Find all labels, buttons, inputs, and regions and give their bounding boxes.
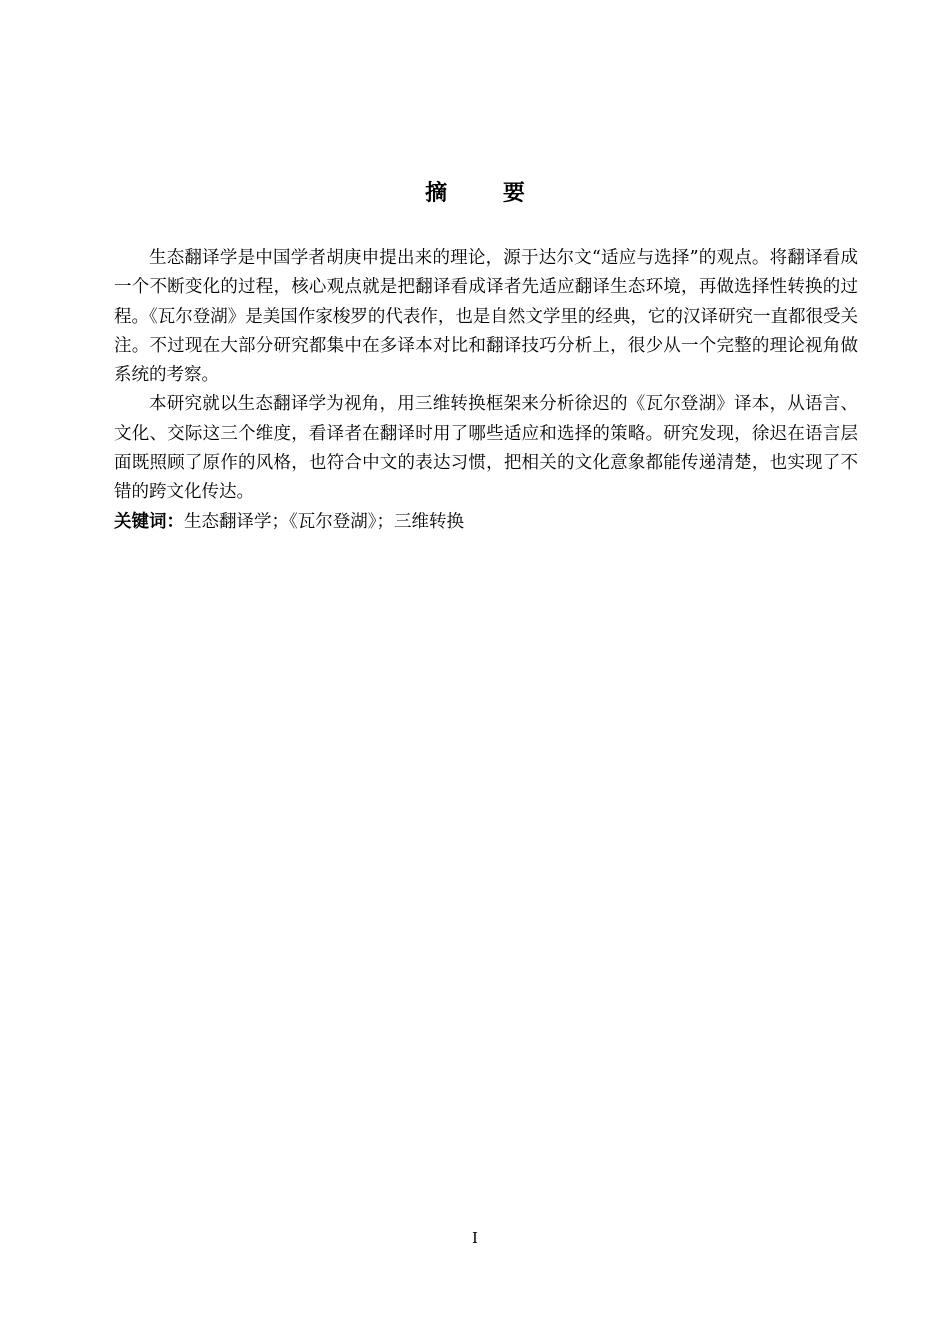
abstract-paragraph-1: 生态翻译学是中国学者胡庚申提出来的理论，源于达尔文“适应与选择”的观点。将翻译看成一个不断变化的过程，核心观点就是把翻译看成译者先适应翻译生态环境，再做选择性转换的过程。《瓦尔登湖》是美国作家梭罗的代表作，也是自然文学里的经典，它的汉译研究一直都很受关注。不过现在大部分研究都集中在多译本对比和翻译技巧分析上，很少从一个完整的理论视角做系统的考察。 (114, 248, 858, 386)
abstract-title: 摘 要 (425, 181, 549, 206)
keywords-text: 生态翻译学；《瓦尔登湖》；三维转换 (184, 511, 464, 532)
keywords-label: 关键词： (114, 511, 184, 532)
keywords-line (114, 508, 858, 537)
page-number: I (472, 1229, 478, 1247)
abstract-body (114, 244, 858, 537)
abstract-paragraph-2: 本研究就以生态翻译学为视角，用三维转换框架来分析徐迟的《瓦尔登湖》译本，从语言、文化、交际这三个维度，看译者在翻译时用了哪些适应和选择的策略。研究发现，徐迟在语言层面既照顾了原作的风格，也符合中文的表达习惯，把相关的文化意象都能传递清楚，也实现了不错的跨文化传达。 (114, 394, 858, 503)
